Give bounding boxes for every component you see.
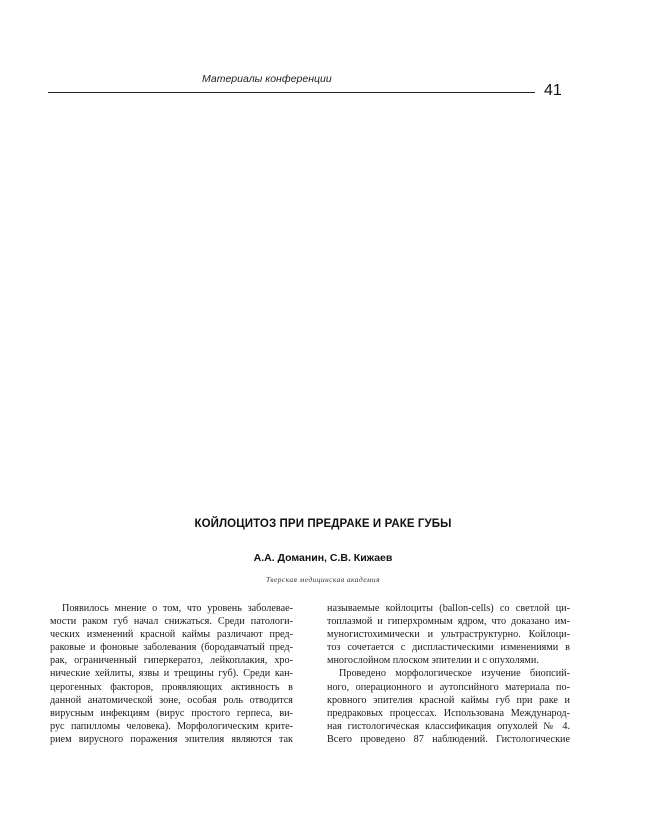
- article-title: КОЙЛОЦИТОЗ ПРИ ПРЕДРАКЕ И РАКЕ ГУБЫ: [194, 518, 452, 530]
- body-line: ческих изменений красной каймы различают пред-: [50, 629, 293, 641]
- running-head-title: Материалы конференции: [202, 73, 332, 85]
- body-line: Всего проведено 87 наблюдений. Гистологические: [327, 733, 570, 745]
- body-line: вирусным инфекциям (вирус простого герпеса, ви-: [50, 707, 293, 719]
- body-line: топлазмой и гиперхромным ядром, что доказано им-: [327, 616, 570, 628]
- header-rule: [48, 92, 535, 93]
- body-line: Появилось мнение о том, что уровень заболевае-: [62, 603, 293, 614]
- body-line: ная гистологическая классификация опухолей № 4.: [327, 720, 570, 732]
- body-line: церогенных факторов, проявляющих активность в: [50, 681, 293, 693]
- body-line: данной анатомической зоне, особая роль отводится: [50, 694, 293, 706]
- body-line: мости раком губ начал снижаться. Среди патологи-: [50, 616, 293, 628]
- body-line: ного, операционного и аутопсийного материала по-: [327, 681, 570, 693]
- body-line: рием вирусного поражения эпителия являются так: [50, 733, 293, 745]
- body-line: рак, ограниченный гиперкератоз, лейкоплакия, хро-: [50, 655, 293, 667]
- article-authors: А.А. Доманин, С.В. Кижаев: [253, 552, 393, 564]
- body-line: многослойном плоском эпителии и с опухолями.: [327, 655, 539, 667]
- body-line: тоз сочетается с диспластическими изменениями в: [327, 642, 570, 654]
- body-line: нические хейлиты, язвы и трещины губ). Среди кан-: [50, 668, 293, 680]
- body-line: рус папилломы человека). Морфологическим крите-: [50, 720, 293, 732]
- body-column-right: [327, 602, 570, 746]
- body-line: кровного эпителия красной каймы губ при раке и: [327, 694, 570, 706]
- body-line: муногистохимически и ультраструктурно. Койлоци-: [327, 629, 570, 641]
- page-number: 41: [544, 82, 562, 99]
- body-line: раковые и фоновые заболевания (бородавчатый пред-: [50, 642, 293, 654]
- article-affiliation: Тверская медицинская академия: [266, 575, 380, 584]
- body-column-left: [50, 602, 293, 746]
- body-line: предраковых процессах. Использована Международ-: [327, 707, 570, 719]
- body-line: называемые койлоциты (ballon-cells) со светлой ци-: [327, 603, 570, 614]
- body-line: Проведено морфологическое изучение биопсий-: [339, 668, 570, 680]
